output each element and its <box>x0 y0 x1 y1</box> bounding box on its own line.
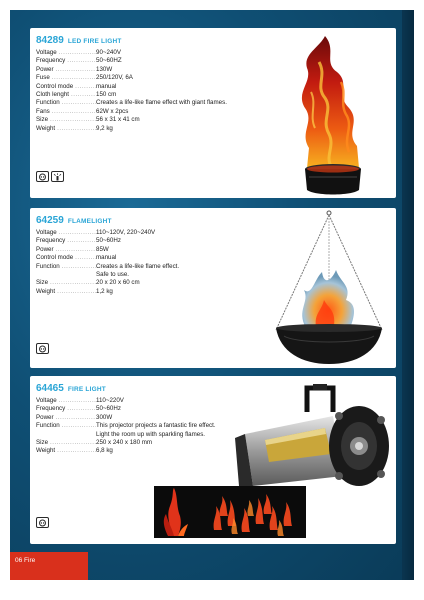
spec-row <box>36 263 276 271</box>
spec-key: Frequency ..... <box>36 237 96 245</box>
page-edge-strip <box>402 10 414 580</box>
feature-icons <box>36 171 64 182</box>
spec-value: 130W <box>96 65 113 73</box>
product-code: 64465 <box>36 383 64 394</box>
product-code: 84289 <box>36 35 64 46</box>
spec-key: Control mode ..... <box>36 83 96 91</box>
spec-row <box>36 246 276 254</box>
spec-key: Voltage ..... <box>36 397 96 405</box>
spec-value: manual <box>96 254 117 262</box>
spec-value: This projector projects a fantastic fire effect. <box>96 422 216 430</box>
spec-row <box>36 288 276 296</box>
fire-effect-photo <box>154 486 306 538</box>
spec-row <box>36 83 276 91</box>
product-code: 64259 <box>36 215 64 226</box>
spec-key: Power ..... <box>36 246 96 254</box>
spec-key: Size ..... <box>36 116 96 124</box>
spec-key: Control mode ..... <box>36 254 96 262</box>
spec-value: 90~240V <box>96 49 121 56</box>
spec-row <box>36 125 276 133</box>
flamelight-image <box>266 210 392 368</box>
spec-row <box>36 116 276 124</box>
spec-value: 250/120V, 6A <box>96 74 133 82</box>
spec-value: 56 x 31 x 41 cm <box>96 116 140 124</box>
spec-value: 110~220V <box>96 397 124 404</box>
spec-key: Power ..... <box>36 66 96 74</box>
spec-key: Size ..... <box>36 279 96 287</box>
product-card-led-fire-light <box>30 28 396 198</box>
spec-value: 9,2 kg <box>96 124 113 132</box>
spec-row <box>36 237 276 245</box>
spec-row <box>36 108 276 116</box>
spec-value: Safe to use. <box>96 271 130 279</box>
spec-key: Cloth lenght ..... <box>36 91 96 99</box>
spec-value: 85W <box>96 245 109 253</box>
spec-value: 110~120V, 220~240V <box>96 229 156 236</box>
spec-key: Voltage ..... <box>36 229 96 237</box>
spec-key: Fans ..... <box>36 108 96 116</box>
spec-value: manual <box>96 82 117 90</box>
spec-key: Fuse ..... <box>36 74 96 82</box>
spec-value: 62W x 2pcs <box>96 107 129 115</box>
spec-key: Voltage ..... <box>36 49 96 57</box>
spec-value: Light the room up with sparkling flames. <box>96 430 206 438</box>
product-name: FLAMELIGHT <box>67 218 112 225</box>
power-plug-icon <box>36 517 49 528</box>
product-title <box>36 383 106 394</box>
spec-key: Size ..... <box>36 439 96 447</box>
product-title <box>36 35 122 46</box>
spec-value: 250 x 240 x 180 mm <box>96 439 153 447</box>
spec-key: Frequency ..... <box>36 405 96 413</box>
spec-row <box>36 91 276 99</box>
spec-row <box>36 57 276 65</box>
spec-row <box>36 229 276 237</box>
spec-value: 6,8 kg <box>96 447 113 455</box>
spec-row <box>36 66 276 74</box>
power-plug-icon <box>36 343 49 354</box>
spec-key: Weight ..... <box>36 125 96 133</box>
spec-key: Function ..... <box>36 422 96 430</box>
spec-key: Power ..... <box>36 414 96 422</box>
spec-key: Function ..... <box>36 99 96 107</box>
spec-value: 150 cm <box>96 91 117 99</box>
feature-icons <box>36 343 49 354</box>
feature-icons <box>36 517 49 528</box>
spec-key: Weight ..... <box>36 447 96 455</box>
spec-key: Function ..... <box>36 263 96 271</box>
spec-row <box>36 49 276 57</box>
spec-key: Weight ..... <box>36 288 96 296</box>
spec-value: 50~60Hz <box>96 237 121 245</box>
spec-row <box>36 254 276 262</box>
led-fire-light-image <box>285 32 380 198</box>
product-card-flamelight <box>30 208 396 368</box>
footer-page-label: 06 Fire <box>15 557 36 564</box>
spec-value: 50~60Hz <box>96 405 121 413</box>
spec-value: 50~60HZ <box>96 57 122 65</box>
spec-value: Creates a life-like flame effect with giant flames. <box>96 99 227 107</box>
spec-table <box>36 229 276 296</box>
product-name: FIRE LIGHT <box>67 386 106 393</box>
product-name: LED FIRE LIGHT <box>67 38 122 45</box>
product-card-fire-light <box>30 376 396 544</box>
fire-light-projector-image <box>235 382 393 494</box>
spec-table <box>36 49 276 133</box>
spec-row <box>36 279 276 287</box>
spec-value: Creates a life-like flame effect. <box>96 262 180 270</box>
spec-value: 300W <box>96 413 113 421</box>
product-title <box>36 215 112 226</box>
power-plug-icon <box>36 171 49 182</box>
spec-row <box>36 74 276 82</box>
spec-key: Frequency ..... <box>36 57 96 65</box>
spec-row <box>36 99 276 107</box>
spec-value: 1,2 kg <box>96 287 113 295</box>
spec-value: 20 x 20 x 60 cm <box>96 279 140 287</box>
light-effect-icon <box>51 171 64 182</box>
spec-row <box>36 271 276 279</box>
